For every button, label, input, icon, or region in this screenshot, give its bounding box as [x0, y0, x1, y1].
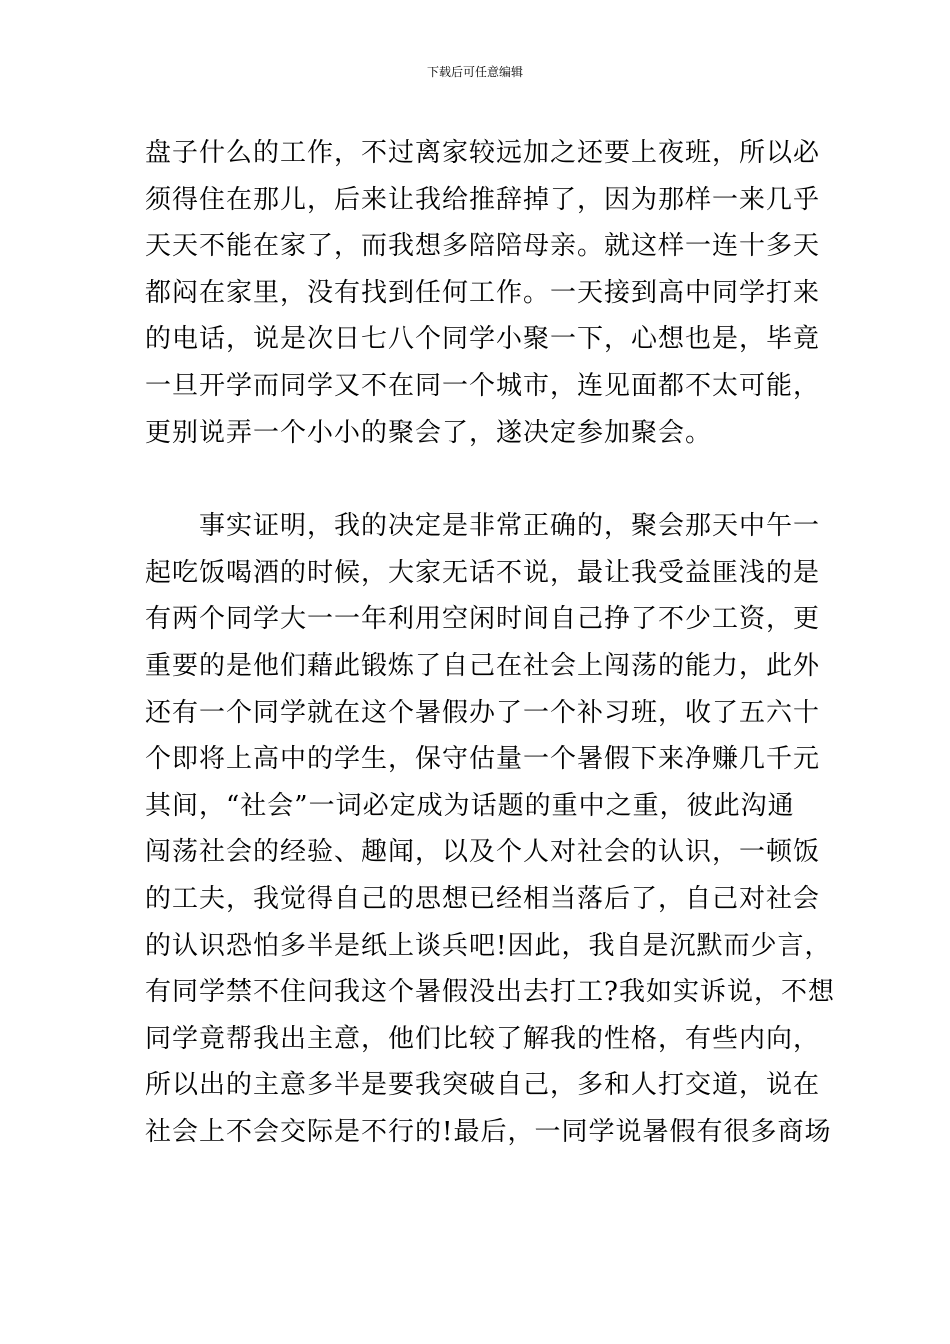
text-line: 其间，“社会”一词必定成为话题的重中之重，彼此沟通: [145, 790, 795, 821]
text-line: 盘子什么的工作，不过离家较远加之还要上夜班，所以必: [145, 138, 821, 168]
page-header: 下载后可任意编辑: [426, 65, 523, 79]
text-line: 同学竟帮我出主意，他们比较了解我的性格，有些内向，: [145, 1023, 821, 1054]
text-line: 有同学禁不住问我这个暑假没出去打工?我如实诉说，不想: [145, 977, 835, 1008]
text-line: 更别说弄一个小小的聚会了，遂决定参加聚会。: [145, 417, 713, 448]
text-line: 个即将上高中的学生，保守估量一个暑假下来净赚几千元: [145, 744, 821, 775]
text-line: 的认识恐怕多半是纸上谈兵吧!因此，我自是沉默而少言，: [145, 930, 832, 961]
paragraph-2: [145, 503, 835, 1202]
text-line: 天天不能在家了，而我想多陪陪母亲。就这样一连十多天: [145, 231, 821, 262]
document-body: [145, 130, 835, 1202]
text-line: 社会上不会交际是不行的!最后，一同学说暑假有很多商场: [145, 1116, 832, 1147]
text-line: 所以出的主意多半是要我突破自己，多和人打交道，说在: [145, 1070, 821, 1101]
text-line: 闯荡社会的经验、趣闻，以及个人对社会的认识，一顿饭: [145, 837, 821, 868]
text-line: 的工夫，我觉得自己的思想已经相当落后了，自己对社会: [145, 883, 821, 914]
text-line: 事实证明，我的决定是非常正确的，聚会那天中午一: [199, 511, 821, 542]
paragraph-gap: [145, 456, 810, 503]
text-line: 须得住在那儿，后来让我给推辞掉了，因为那样一来几乎: [145, 184, 821, 215]
paragraph-1: [145, 130, 821, 456]
text-line: 起吃饭喝酒的时候，大家无话不说，最让我受益匪浅的是: [145, 557, 821, 588]
text-line: 都闷在家里，没有找到任何工作。一天接到高中同学打来: [145, 277, 821, 308]
text-line: 有两个同学大一一年利用空闲时间自己挣了不少工资，更: [145, 604, 821, 635]
text-line: 还有一个同学就在这个暑假办了一个补习班，收了五六十: [145, 697, 821, 728]
text-line: [145, 1155, 810, 1202]
text-line: 的电话，说是次日七八个同学小聚一下，心想也是，毕竟: [145, 324, 821, 355]
text-line: 一旦开学而同学又不在同一个城市，连见面都不太可能，: [145, 370, 821, 401]
text-line: 重要的是他们藉此锻炼了自己在社会上闯荡的能力，此外: [145, 650, 821, 681]
